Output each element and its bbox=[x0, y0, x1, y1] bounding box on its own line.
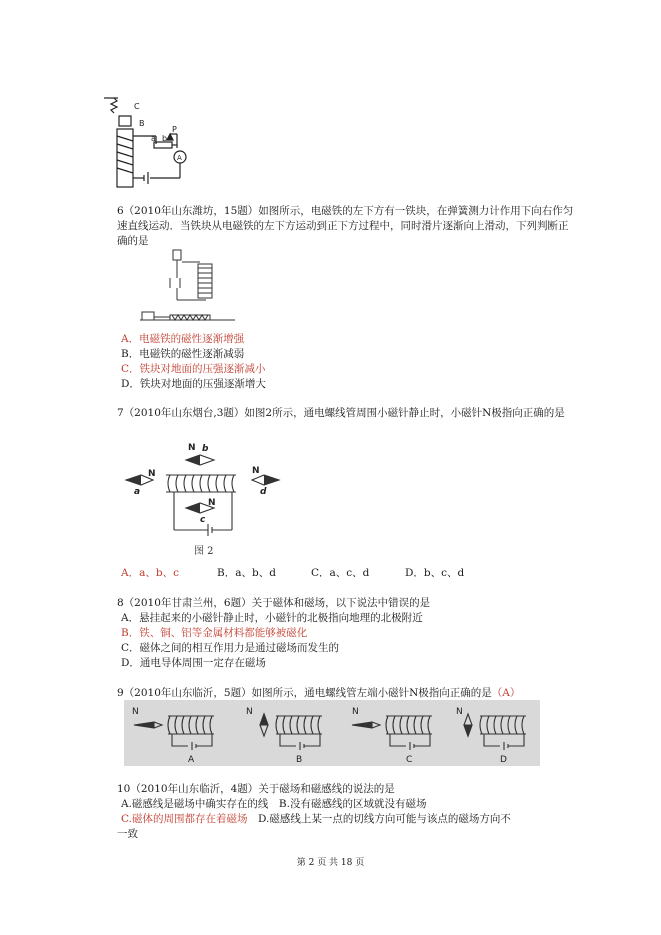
label-option-d: D bbox=[500, 755, 507, 765]
q8-option-b: B．铁、铜、铝等金属材料都能够被磁化 bbox=[121, 627, 308, 639]
solenoid-figure-q7 bbox=[124, 440, 284, 558]
q10-options-line-2 bbox=[121, 812, 511, 827]
question-9-text: 9（2010年山东临沂，5题）如图所示，通电螺线管左端小磁针N极指向正确的是 bbox=[117, 687, 492, 699]
q10-option-c: C.磁体的周围都存在着磁场 bbox=[121, 813, 248, 825]
circuit-figure-q5 bbox=[104, 96, 214, 191]
q6-option-c: C．铁块对地面的压强逐渐减小 bbox=[121, 363, 266, 375]
label-option-b: B bbox=[296, 755, 303, 765]
label-a: a bbox=[151, 134, 156, 143]
label-option-c: C bbox=[406, 755, 413, 765]
label-option-a: A bbox=[188, 755, 195, 765]
label-b-lower: b bbox=[162, 134, 168, 143]
label-b: b bbox=[202, 444, 209, 454]
q8-option-d: D．通电导体周围一定存在磁场 bbox=[121, 657, 266, 669]
label-n-c: N bbox=[352, 707, 359, 717]
q6-option-b: B．电磁铁的磁性逐渐减弱 bbox=[121, 348, 245, 360]
q10-options-line-1: A.磁感线是磁场中确实存在的线 B.没有磁感线的区域就没有磁场 bbox=[121, 798, 427, 810]
question-9-answer: （A） bbox=[491, 687, 521, 699]
label-b: B bbox=[139, 119, 145, 128]
label-d: d bbox=[260, 487, 267, 497]
q7-option-c: C．a、c、d bbox=[311, 567, 370, 579]
question-9 bbox=[117, 686, 577, 701]
q6-option-d: D．铁块对地面的压强逐渐增大 bbox=[121, 378, 266, 390]
q10-options-line-3: 一致 bbox=[117, 828, 138, 840]
label-n-a: N bbox=[132, 707, 139, 717]
electromagnet-figure-q6 bbox=[140, 248, 235, 328]
q7-option-d: D．b、c、d bbox=[405, 567, 465, 579]
q7-option-a: A．a、b、c bbox=[121, 567, 179, 579]
label-n-c: N bbox=[208, 498, 216, 508]
label-p: P bbox=[172, 125, 177, 134]
q8-option-a: A．悬挂起来的小磁针静止时，小磁针的北极指向地理的北极附近 bbox=[121, 612, 423, 624]
q8-option-c: C．磁体之间的相互作用力是通过磁场而发生的 bbox=[121, 642, 340, 654]
figure-caption: 图 2 bbox=[194, 546, 214, 557]
label-n-d: N bbox=[456, 707, 463, 717]
question-10-text: 10（2010年山东临沂，4题）关于磁场和磁感线的说法的是 bbox=[117, 783, 395, 795]
label-n-d: N bbox=[252, 466, 260, 476]
page-footer: 第 2 页 共 18 页 bbox=[296, 858, 365, 868]
q10-option-d: D.磁感线上某一点的切线方向可能与该点的磁场方向不 bbox=[247, 813, 511, 825]
question-8-text: 8（2010年甘肃兰州，6题）关于磁体和磁场，以下说法中错误的是 bbox=[117, 597, 431, 609]
q7-option-b: B．a、b、d bbox=[217, 567, 276, 579]
label-n-b: N bbox=[188, 443, 196, 453]
label-ammeter: A bbox=[177, 154, 182, 162]
q6-option-a: A．电磁铁的磁性逐渐增强 bbox=[121, 333, 245, 345]
question-7-text: 7（2010年山东烟台,3题）如图2所示，通电螺线管周围小磁针静止时，小磁针N极指向正确的是 bbox=[117, 407, 565, 419]
label-c: C bbox=[134, 102, 140, 111]
label-n-b: N bbox=[246, 707, 253, 717]
label-a: a bbox=[134, 487, 141, 497]
label-n-a: N bbox=[148, 469, 156, 479]
question-6-text: 6（2010年山东潍坊，15题）如图所示，电磁铁的左下方有一铁块，在弹簧测力计作用下向右作匀速直线运动．当铁块从电磁铁的左下方运动到正下方过程中，同时滑片逐渐向上滑动，下列判断正确的是 bbox=[117, 205, 574, 247]
solenoid-options-figure-q9 bbox=[124, 700, 540, 766]
label-c: c bbox=[200, 515, 206, 525]
